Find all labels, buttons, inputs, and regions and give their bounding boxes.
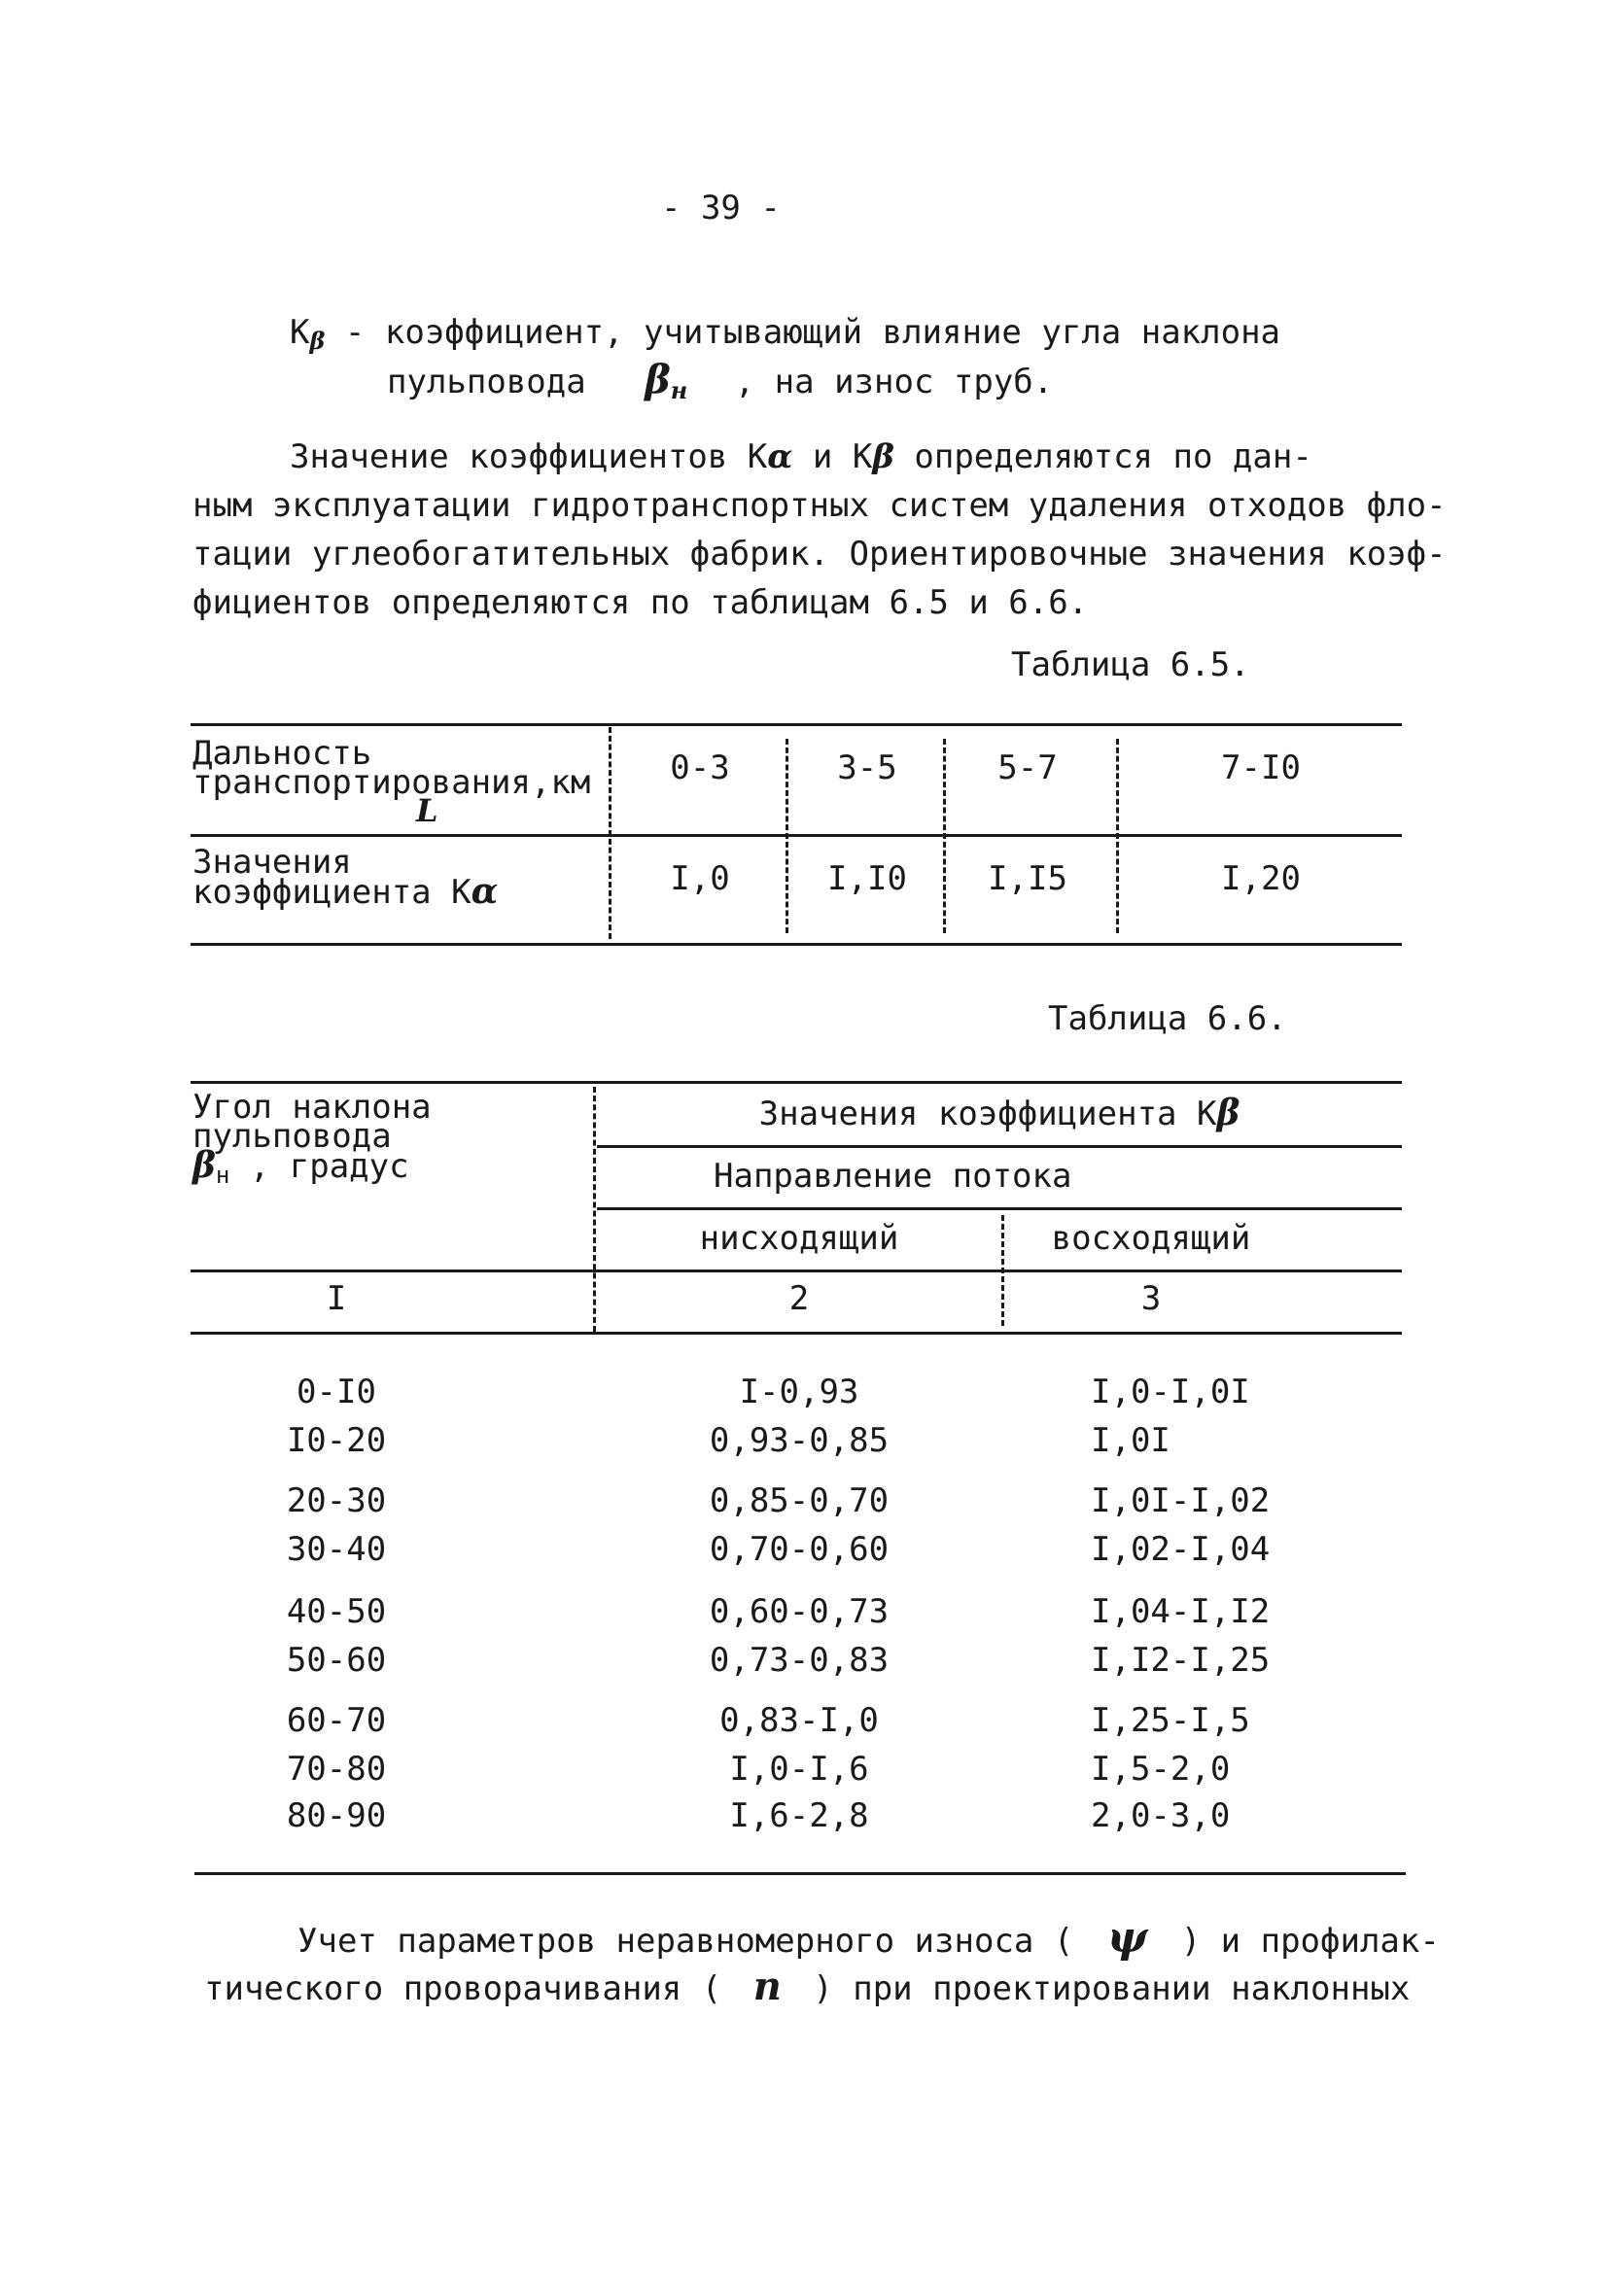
group-header-text: Значения коэффициента K: [758, 1095, 1217, 1133]
alpha-symbol: α: [767, 437, 793, 476]
beta-symbol: β: [192, 1145, 216, 1186]
ascending-cell: I,0I: [1091, 1421, 1170, 1460]
definition-text: коэффициент, учитывающий влияние угла наклона: [384, 313, 1281, 352]
beta-subscript: β: [309, 327, 326, 355]
descending-cell: I-0,93: [739, 1373, 859, 1411]
table-6-6-rule: [597, 1145, 1402, 1148]
h-subscript: н: [670, 376, 688, 404]
descending-cell: I,6-2,8: [729, 1796, 869, 1835]
descending-cell: I,0-I,6: [729, 1750, 869, 1789]
bottom-line-2: [204, 1964, 1410, 2012]
paragraph-text-1a: Значение коэффициентов K: [290, 437, 768, 476]
descending-cell: 0,93-0,85: [709, 1421, 890, 1460]
row-label-line: транспортирования,км: [192, 763, 591, 802]
table-6-5-top-rule: [191, 723, 1402, 726]
header-line: , градус: [229, 1147, 409, 1186]
header-line: Угол наклона: [192, 1088, 432, 1127]
row-label-line: коэффициента K: [192, 873, 472, 912]
descending-cell: 0,70-0,60: [709, 1530, 890, 1569]
bottom-text-1a: Учет параметров неравномерного износа (: [297, 1922, 1074, 1961]
value-cell: I,I5: [988, 859, 1067, 898]
flow-header: Направление потока: [714, 1157, 1072, 1196]
paragraph-line-2: ным эксплуатации гидротранспортных систем удаления отходов фло-: [192, 486, 1447, 525]
descending-cell: 0,83-I,0: [719, 1701, 879, 1740]
group-header: [597, 1093, 1402, 1133]
k-symbol: K: [290, 313, 310, 352]
bottom-text-1b: ) и профилак-: [1180, 1922, 1440, 1961]
l-symbol: L: [416, 792, 438, 829]
table-6-6-top-rule: [191, 1081, 1402, 1084]
ascending-cell: I,25-I,5: [1091, 1701, 1250, 1740]
column-number: I: [326, 1279, 347, 1318]
table-6-6-bottom-rule: [194, 1872, 1406, 1875]
range-cell: 5-7: [997, 748, 1058, 787]
paragraph-line-4: фициентов определяются по таблицам 6.5 и 6.6.: [192, 583, 1089, 622]
header-line: пульповода: [192, 1117, 392, 1156]
angle-cell: 60-70: [286, 1701, 387, 1740]
definition-line-2: [387, 357, 1053, 414]
definition-text-2a: пульповода: [387, 363, 586, 401]
beta-h-symbol: β: [645, 357, 671, 402]
table-6-6-caption: Таблица 6.6.: [1048, 999, 1287, 1038]
bottom-text-2b: ) при проектировании наклонных: [813, 1969, 1411, 2008]
descending-header: нисходящий: [699, 1219, 899, 1258]
ascending-cell: I,04-I,I2: [1091, 1592, 1271, 1631]
value-cell: I,I0: [827, 859, 907, 898]
angle-cell: 70-80: [286, 1750, 387, 1789]
angle-cell: I0-20: [286, 1421, 387, 1460]
angle-cell: 0-I0: [297, 1373, 376, 1411]
table-6-5-row1-label: [192, 734, 591, 829]
paragraph-text-1b: и K: [792, 437, 873, 476]
definition-dash: -: [344, 313, 366, 352]
angle-cell: 40-50: [286, 1592, 387, 1631]
ascending-cell: I,I2-I,25: [1091, 1641, 1271, 1680]
descending-cell: 0,60-0,73: [709, 1592, 890, 1631]
ascending-cell: I,0-I,0I: [1091, 1373, 1250, 1411]
definition-text-2b: , на износ труб.: [734, 363, 1054, 401]
angle-cell: 20-30: [286, 1481, 387, 1520]
table-6-6-rule: [597, 1207, 1402, 1210]
table-6-5-caption: Таблица 6.5.: [1011, 645, 1250, 684]
table-6-6-numbers-rule: [191, 1332, 1402, 1335]
ascending-cell: 2,0-3,0: [1091, 1796, 1231, 1835]
n-symbol: n: [752, 1964, 782, 2009]
paragraph-text-1c: определяются по дан-: [893, 437, 1312, 476]
ascending-header: восходящий: [1051, 1219, 1251, 1258]
angle-cell: 80-90: [286, 1796, 387, 1835]
ascending-cell: I,02-I,04: [1091, 1530, 1271, 1569]
angle-cell: 30-40: [286, 1530, 387, 1569]
row-label-line: Значения: [192, 843, 352, 882]
angle-cell: 50-60: [286, 1641, 387, 1680]
table-6-6-col1-header: [192, 1088, 432, 1190]
h-subscript: н: [215, 1162, 230, 1189]
descending-cell: 0,85-0,70: [709, 1481, 890, 1520]
table-6-5-bottom-rule: [191, 943, 1402, 946]
bottom-line-1: [297, 1915, 1440, 1965]
table-6-6-header-rule: [191, 1270, 1402, 1272]
table-6-6-divider: [1001, 1215, 1004, 1326]
paragraph-line-3: тации углеобогатительных фабрик. Ориентировочные значения коэф-: [192, 535, 1447, 574]
alpha-symbol: α: [471, 871, 499, 912]
page-number: - 39 -: [661, 189, 781, 227]
descending-cell: 0,73-0,83: [709, 1641, 890, 1680]
ascending-cell: I,5-2,0: [1091, 1750, 1231, 1789]
beta-symbol: β: [1216, 1093, 1240, 1133]
table-6-5-divider: [786, 739, 788, 933]
paragraph-line-1: [290, 434, 1312, 480]
row-label-line: Дальность: [192, 734, 372, 773]
ascending-cell: I,0I-I,02: [1091, 1481, 1271, 1520]
range-cell: 3-5: [837, 748, 897, 787]
table-6-5-divider: [1116, 739, 1119, 933]
table-6-6-divider: [593, 1087, 596, 1332]
value-cell: I,0: [670, 859, 730, 898]
beta-symbol: β: [872, 437, 894, 476]
bottom-text-2a: тического проворачивания (: [204, 1969, 722, 2008]
table-6-5-mid-rule: [191, 834, 1402, 837]
table-6-5-row2-label: [192, 843, 499, 912]
column-number: 3: [1140, 1279, 1162, 1318]
psi-symbol: ψ: [1106, 1913, 1148, 1963]
range-cell: 0-3: [670, 748, 730, 787]
value-cell: I,20: [1221, 859, 1301, 898]
column-number: 2: [788, 1279, 810, 1318]
table-6-5-divider: [609, 727, 611, 939]
range-cell: 7-I0: [1221, 748, 1301, 787]
